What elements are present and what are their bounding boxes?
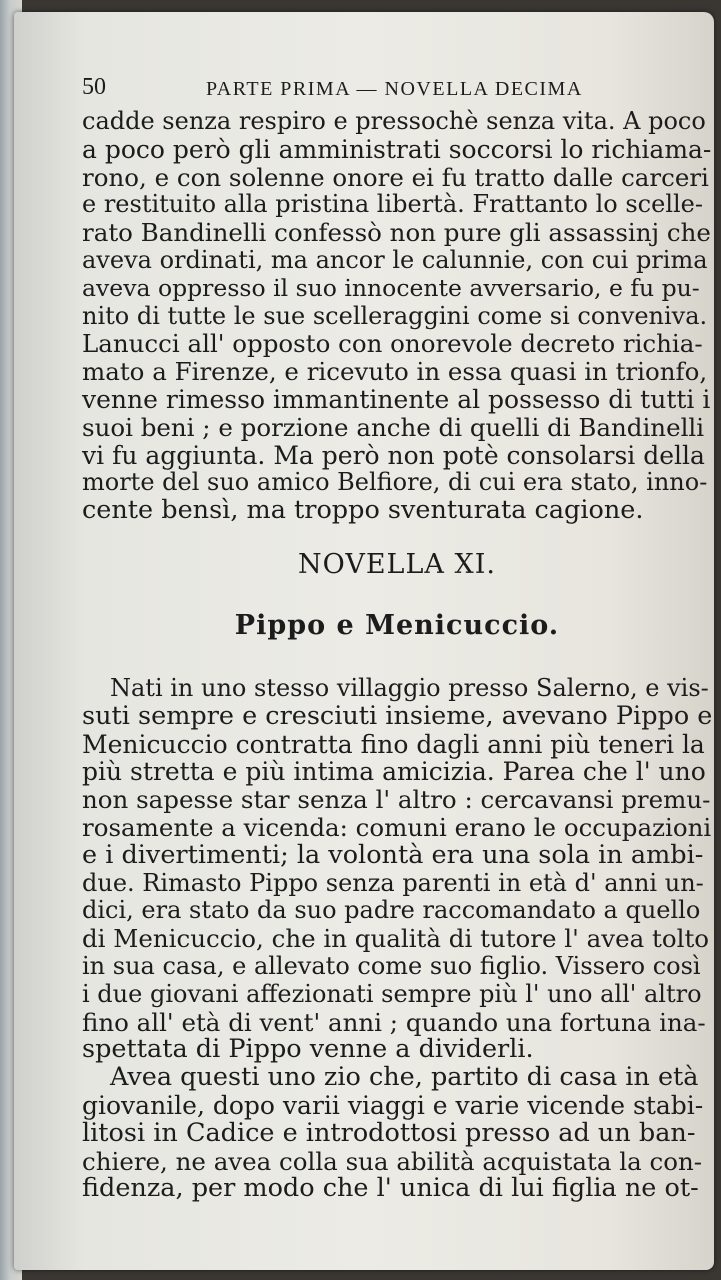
text-line: vi fu aggiunta. Ma però non potè consolarsi della (82, 440, 705, 470)
text-line: suti sempre e cresciuti insieme, avevano Pippo e (82, 700, 713, 731)
text-line: aveva oppresso il suo innocente avversario, e fu pu- (82, 273, 700, 302)
text-line: rato Bandinelli confessò non pure gli assassinj che (82, 218, 711, 248)
text-line: morte del suo amico Belfiore, di cui era stato, inno- (82, 468, 708, 497)
text-line: giovanile, dopo varii viaggi e varie vicende stabi- (82, 1090, 704, 1120)
text-line: Avea questi uno zio che, partito di casa in età (110, 1062, 699, 1093)
text-line: Lanucci all' opposto con onorevole decreto richia- (82, 329, 703, 359)
text-line: aveva ordinati, ma ancor le calunnie, con cui prima (82, 245, 708, 274)
page-number: 50 (82, 74, 106, 100)
paragraph-end-previous-novella (82, 108, 712, 525)
text-line: rosamente a vicenda: comuni erano le occupazioni (82, 812, 712, 842)
text-line: chiere, ne avea colla sua abilità acquistata la con- (82, 1146, 703, 1176)
paragraph-one (82, 675, 712, 1064)
text-line: fino all' età di vent' anni ; quando una fortuna ina- (82, 1007, 706, 1037)
text-line: Menicuccio contratta fino dagli anni più teneri la (82, 729, 705, 759)
text-line: i due giovani affezionati sempre più l' uno all' altro (82, 979, 702, 1008)
text-line: venne rimesso immantinente al possesso di tutti i (82, 384, 711, 414)
text-line: e restituito alla pristina libertà. Frattanto lo scelle- (82, 190, 703, 219)
text-line: a poco però gli amministrati soccorsi lo richiama- (82, 134, 712, 164)
paragraph-two (82, 1064, 712, 1203)
page-content (82, 74, 712, 1203)
text-line: e i divertimenti; la volontà era una sola in ambi- (82, 839, 704, 870)
text-line: rono, e con solenne onore ei fu tratto dalle carceri (82, 162, 709, 192)
text-line: cadde senza respiro e pressochè senza vita. A poco (82, 107, 706, 135)
text-line: nito di tutte le sue scelleraggini come si conveniva. (82, 301, 708, 330)
novella-heading: NOVELLA XI. (298, 548, 496, 580)
text-line: di Menicuccio, che in qualità di tutore l' avea tolto (82, 924, 710, 954)
text-line: in sua casa, e allevato come suo figlio. Vissero così (82, 951, 701, 980)
book-page (14, 12, 714, 1270)
text-line: mato a Firenze, e ricevuto in essa quasi in trionfo, (82, 357, 708, 387)
text-line: cente bensì, ma troppo sventurata cagione. (82, 495, 644, 526)
text-line: Nati in uno stesso villaggio presso Salerno, e vis- (110, 673, 709, 702)
page-header (82, 74, 712, 108)
story-title: Pippo e Menicuccio. (234, 609, 560, 641)
text-line: fidenza, per modo che l' unica di lui figlia ne ot- (82, 1173, 699, 1204)
running-head: PARTE PRIMA — NOVELLA DECIMA (206, 78, 583, 100)
text-line: spettata di Pippo venne a dividerli. (82, 1034, 534, 1065)
text-line: non sapesse star senza l' altro : cercavansi premu- (82, 785, 711, 815)
text-line: suoi beni ; e porzione anche di quelli di Bandinelli (82, 412, 705, 442)
text-line: due. Rimasto Pippo senza parenti in età d' anni un- (82, 868, 704, 897)
text-line: dici, era stato da suo padre raccomandato a quello (82, 896, 701, 925)
text-line: più stretta e più intima amicizia. Parea che l' uno (82, 757, 706, 787)
text-line: litosi in Cadice e introdottosi presso ad un ban- (82, 1117, 696, 1148)
